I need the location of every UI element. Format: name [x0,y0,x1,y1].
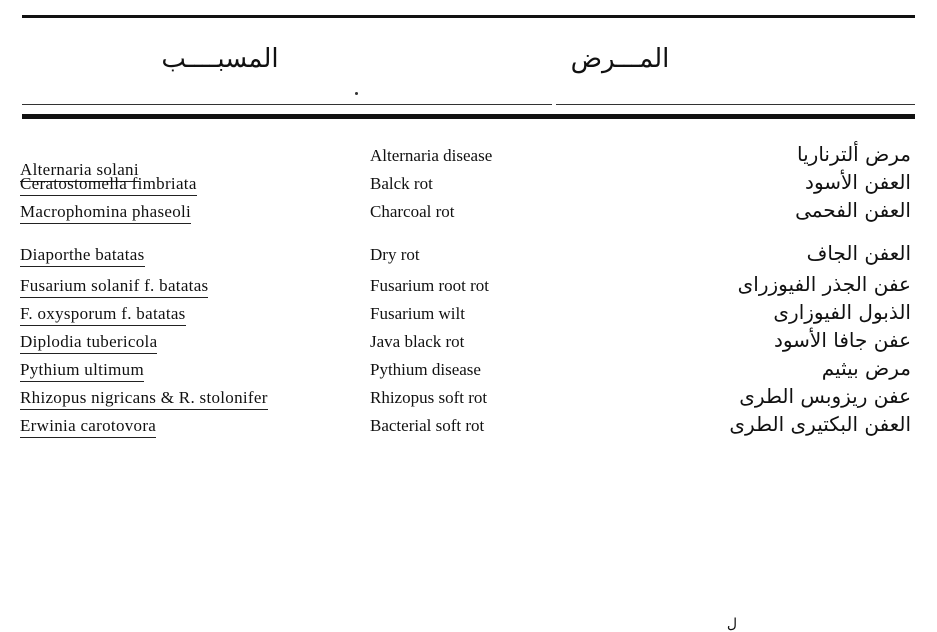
header-underline-right [556,104,915,105]
table-row [0,142,937,179]
top-rule [22,15,915,18]
disease-english: Charcoal rot [370,202,455,221]
disease-english: Fusarium wilt [370,304,465,323]
disease-arabic: العفن الفحمى [795,198,911,222]
header-cause: المسبــــب [161,44,279,74]
disease-english: Fusarium root rot [370,276,489,295]
table-row [0,412,937,444]
stray-dot [355,92,358,95]
pathogen-name: Rhizopus nigricans & R. stolonifer [20,388,268,410]
disease-arabic: مرض بيثيم [821,356,911,380]
disease-arabic: الذبول الفيوزارى [773,300,911,324]
header-disease: المـــرض [570,44,670,74]
pathogen-name: F. oxysporum f. batatas [20,304,186,326]
disease-arabic: العفن البكتيرى الطرى [729,412,911,436]
pathogen-name: Diplodia tubericola [20,332,157,354]
disease-english: Alternaria disease [370,146,493,165]
disease-english: Balck rot [370,174,433,193]
disease-arabic: عفن ريزوبس الطرى [739,384,911,408]
disease-english: Dry rot [370,245,420,264]
pathogen-name: Diaporthe batatas [20,245,145,267]
pathogen-name: Alternaria solani [20,160,139,182]
disease-english: Java black rot [370,332,465,351]
disease-arabic: العفن الجاف [806,241,911,265]
pathogen-name: Ceratostomella fimbriata [20,174,197,196]
disease-arabic: العفن الأسود [805,170,911,194]
pathogen-name: Pythium ultimum [20,360,144,382]
disease-arabic: مرض ألترناريا [797,142,911,166]
header-underline-left [22,104,552,105]
page-footer-mark: ل [726,616,737,632]
disease-english: Bacterial soft rot [370,416,485,435]
disease-english: Pythium disease [370,360,481,379]
disease-arabic: عفن الجذر الفيوزراى [737,272,911,296]
table-row [0,328,937,360]
disease-arabic: عفن جافا الأسود [773,328,911,352]
disease-english: Rhizopus soft rot [370,388,488,407]
pathogen-name: Macrophomina phaseoli [20,202,191,224]
table-row [0,241,937,273]
header-rule [22,114,915,119]
pathogen-name: Fusarium solanif f. batatas [20,276,208,298]
table-row [0,198,937,230]
pathogen-name: Erwinia carotovora [20,416,156,438]
